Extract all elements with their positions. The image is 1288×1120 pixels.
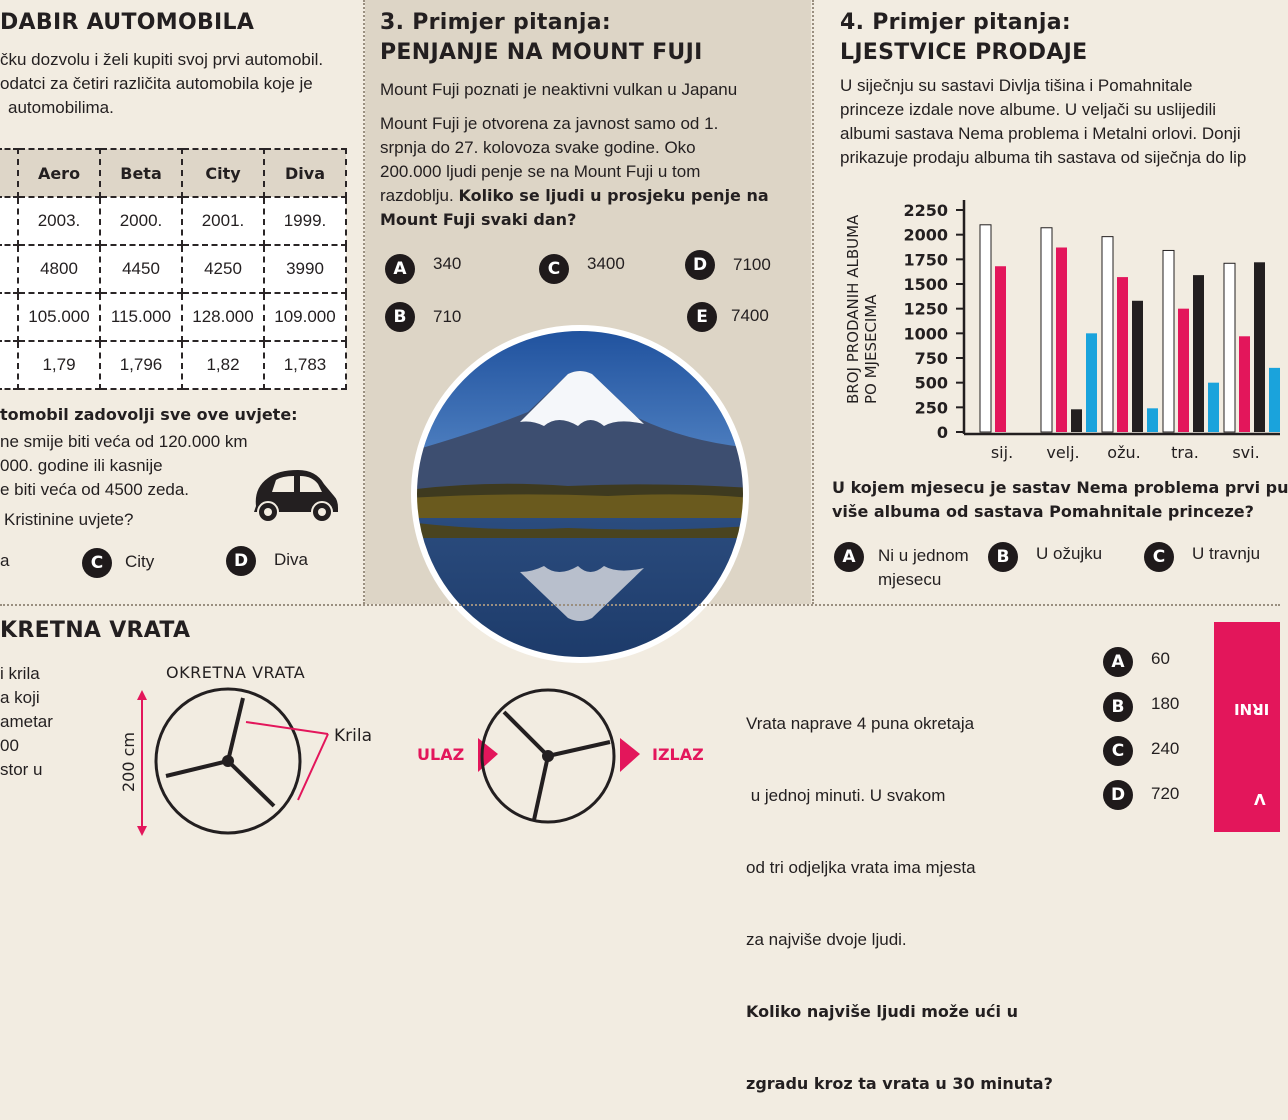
y-tick-label: 2250: [903, 201, 948, 220]
bar: [1056, 247, 1067, 432]
body-text: [840, 74, 1246, 170]
table-cell: 4800: [18, 245, 100, 293]
body-line: od tri odjeljka vrata ima mjesta: [746, 858, 976, 877]
body-text: [380, 112, 810, 232]
option-label: 7400: [731, 306, 769, 325]
question-line: zgradu kroz ta vrata u 30 minuta?: [746, 1074, 1053, 1093]
option-a-badge[interactable]: A: [834, 542, 864, 572]
wings-label: Krila: [334, 726, 373, 746]
table-cell: 1999.: [264, 197, 346, 245]
bar: [1193, 275, 1204, 432]
option-d-badge[interactable]: D: [226, 546, 256, 576]
bar: [1239, 336, 1250, 432]
y-tick-label: 1250: [903, 299, 948, 319]
option-b-badge[interactable]: B: [988, 542, 1018, 572]
text-line: ametar: [0, 712, 53, 731]
diagram-title: OKRETNA VRATA: [166, 663, 306, 682]
option-label: 180: [1151, 694, 1180, 713]
option-b-badge[interactable]: B: [1103, 692, 1133, 722]
section-title-line1: 3. Primjer pitanja:: [380, 10, 611, 35]
bar: [1178, 309, 1189, 432]
bar: [1147, 408, 1158, 432]
door-wing: [504, 712, 548, 756]
text-line: 00: [0, 736, 19, 755]
table-header-cell: [0, 149, 18, 197]
pointer-line: [246, 722, 328, 734]
x-tick-label: velj.: [1046, 443, 1080, 462]
text-line: stor u: [0, 760, 43, 779]
y-tick-label: 1750: [903, 250, 948, 270]
left-text: [0, 662, 53, 782]
bar: [1102, 237, 1113, 432]
body-line: Mount Fuji je otvorena za javnost samo od 1.: [380, 114, 719, 133]
option-label: U travnju: [1192, 544, 1261, 563]
bar: [1041, 228, 1052, 432]
section-car-choice: [0, 0, 362, 600]
table-cell: 2000.: [100, 197, 182, 245]
bar: [980, 225, 991, 432]
table-header-cell: Aero: [18, 149, 100, 197]
question-line: više albuma od sastava Pomahnitale princeze?: [832, 502, 1254, 521]
table-cell: 4450: [100, 245, 182, 293]
x-tick-label: sij.: [990, 443, 1014, 462]
option-label: 7100: [733, 255, 771, 274]
question-line: Mount Fuji svaki dan?: [380, 210, 577, 229]
option-a-badge[interactable]: A: [385, 254, 415, 284]
mount-fuji-photo: [408, 322, 752, 666]
bar: [1132, 301, 1143, 432]
condition-item: 000. godine ili kasnije: [0, 456, 163, 475]
question-inline: Koliko se ljudi u prosjeku penje na: [458, 186, 769, 205]
body-line: u jednoj minuti. U svakom: [746, 786, 946, 805]
x-tick-label: tra.: [1171, 443, 1199, 462]
intro-text: [0, 48, 360, 120]
door-wing: [228, 761, 274, 806]
bar: [1224, 263, 1235, 432]
intro-line: automobilima.: [8, 98, 114, 117]
table-header-cell: Diva: [264, 149, 346, 197]
table-cell: [0, 293, 18, 341]
option-a-badge[interactable]: A: [1103, 647, 1133, 677]
dimension-label: 200 cm: [119, 731, 138, 792]
y-axis-label: PO MJESECIMA: [862, 294, 880, 404]
section-sales-chart: [814, 0, 1288, 604]
conditions-title: tomobil zadovolji sve ove uvjete:: [0, 405, 298, 424]
option-label: City: [125, 552, 155, 571]
option-label: 340: [433, 254, 462, 273]
body-line: Vrata naprave 4 puna okretaja: [746, 714, 975, 733]
side-panel: [1214, 622, 1280, 832]
divider: [0, 604, 1280, 606]
table-cell: 109.000: [264, 293, 346, 341]
option-c-badge[interactable]: C: [1144, 542, 1174, 572]
body-line: albumi sastava Nema problema i Metalni orlovi. Donji: [840, 124, 1241, 143]
table-cell: [0, 197, 18, 245]
exit-label: IZLAZ: [652, 745, 704, 764]
option-e-badge[interactable]: E: [687, 302, 717, 332]
table-cell: 128.000: [182, 293, 264, 341]
bar: [1071, 409, 1082, 432]
question-line: U kojem mjesecu je sastav Nema problema prvi pu: [832, 478, 1288, 497]
option-label: 240: [1151, 739, 1180, 758]
pointer-line: [298, 734, 328, 800]
door-hub: [542, 750, 554, 762]
table-row: [0, 245, 346, 293]
cars-table: [0, 148, 347, 390]
option-d-badge[interactable]: D: [1103, 780, 1133, 810]
option-c-badge[interactable]: C: [1103, 736, 1133, 766]
option-label: Diva: [274, 550, 309, 569]
option-label: a: [0, 551, 10, 570]
x-tick-label: svi.: [1232, 443, 1260, 462]
sales-bar-chart: [814, 190, 1280, 470]
side-panel-text: IRNI: [1234, 700, 1270, 718]
table-cell: 2003.: [18, 197, 100, 245]
body-line: za najviše dvoje ljudi.: [746, 930, 907, 949]
bar: [1086, 333, 1097, 432]
body-line: [380, 184, 810, 208]
option-c-badge[interactable]: C: [82, 548, 112, 578]
section-title-line1: 4. Primjer pitanja:: [840, 10, 1071, 35]
condition-item: e biti veća od 4500 zeda.: [0, 480, 190, 499]
condition-item: ne smije biti veća od 120.000 km: [0, 432, 248, 451]
option-label: 3400: [587, 254, 625, 273]
option-label: 60: [1151, 649, 1170, 668]
subtitle: Mount Fuji poznati je neaktivni vulkan u Japanu: [380, 80, 738, 99]
chart-question: [832, 476, 1288, 524]
side-panel-text: V: [1254, 790, 1266, 808]
table-cell: 105.000: [18, 293, 100, 341]
table-cell: 1,783: [264, 341, 346, 389]
bar: [1117, 277, 1128, 432]
y-tick-label: 250: [914, 398, 948, 418]
question-line: Koliko najviše ljudi može ući u: [746, 1002, 1018, 1021]
door-wing: [166, 761, 228, 776]
body-line: 200.000 ljudi penje se na Mount Fuji u tom: [380, 162, 701, 181]
option-label: 710: [433, 307, 462, 326]
bar: [1163, 250, 1174, 432]
section-title: KRETNA VRATA: [0, 618, 191, 643]
text-line: i krila: [0, 664, 40, 683]
x-tick-label: ožu.: [1107, 443, 1141, 462]
table-header-cell: City: [182, 149, 264, 197]
y-tick-label: 500: [914, 373, 948, 393]
door-body-text: [746, 664, 1053, 1120]
entry-label: ULAZ: [417, 745, 465, 764]
y-tick-label: 0: [936, 423, 948, 442]
intro-line: odatci za četiri različita automobila koje je: [0, 74, 313, 93]
question-text: Kristinine uvjete?: [4, 510, 134, 529]
section-title-line2: LJESTVICE PRODAJE: [840, 40, 1088, 65]
y-tick-label: 2000: [903, 225, 948, 245]
door-wing: [228, 698, 243, 761]
table-header-row: [0, 149, 346, 197]
y-tick-label: 750: [914, 349, 948, 368]
bar: [1254, 262, 1265, 432]
revolving-door-diagram: [110, 650, 400, 845]
table-cell: [0, 341, 18, 389]
table-cell: [0, 245, 18, 293]
option-d-badge[interactable]: D: [685, 250, 715, 280]
body-line: prikazuje prodaju albuma tih sastava od siječnja do lip: [840, 148, 1247, 167]
table-cell: 1,82: [182, 341, 264, 389]
table-cell: 115.000: [100, 293, 182, 341]
body-line: srpnja do 27. kolovoza svake godine. Oko: [380, 138, 696, 157]
text-line: a koji: [0, 688, 40, 707]
body-line: princeze izdale nove albume. U veljači su uslijedili: [840, 100, 1217, 119]
door-hub: [222, 755, 234, 767]
intro-line: čku dozvolu i želi kupiti svoj prvi automobil.: [0, 50, 324, 69]
option-text: mjesecu: [878, 570, 942, 589]
table-cell: 1,79: [18, 341, 100, 389]
body-last: razdoblju.: [380, 186, 454, 205]
table-row: [0, 197, 346, 245]
option-b-badge[interactable]: B: [385, 302, 415, 332]
conditions-list: [0, 430, 248, 502]
table-cell: 1,796: [100, 341, 182, 389]
bar: [995, 266, 1006, 432]
door-wing: [534, 756, 548, 820]
option-label: U ožujku: [1036, 544, 1103, 563]
door-wing: [548, 742, 610, 756]
option-c-badge[interactable]: C: [539, 254, 569, 284]
option-label: [878, 544, 969, 592]
table-row: [0, 293, 346, 341]
exit-arrow: [620, 738, 640, 772]
table-cell: 2001.: [182, 197, 264, 245]
option-label: 720: [1151, 784, 1180, 803]
table-header-cell: Beta: [100, 149, 182, 197]
car-icon: [250, 466, 340, 526]
body-line: U siječnju su sastavi Divlja tišina i Pomahnitale: [840, 76, 1193, 95]
bar: [1208, 383, 1219, 432]
table-row: [0, 341, 346, 389]
y-tick-label: 1500: [903, 275, 948, 294]
bar: [1269, 368, 1280, 432]
table-cell: 3990: [264, 245, 346, 293]
entry-exit-diagram: [412, 676, 712, 836]
option-text: Ni u jednom: [878, 546, 969, 565]
y-axis-label: BROJ PRODANIH ALBUMA: [844, 214, 862, 404]
section-title-line2: PENJANJE NA MOUNT FUJI: [380, 40, 703, 65]
y-tick-label: 1000: [903, 324, 948, 344]
table-cell: 4250: [182, 245, 264, 293]
section-title: DABIR AUTOMOBILA: [0, 10, 255, 35]
